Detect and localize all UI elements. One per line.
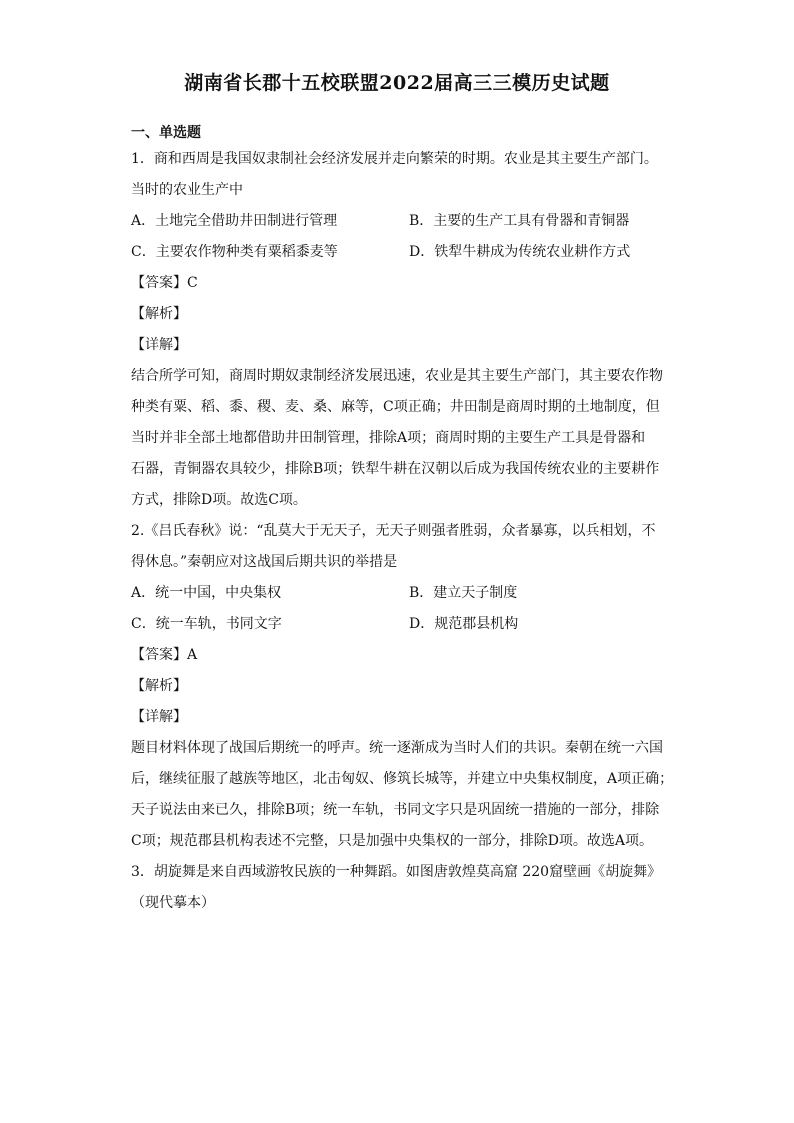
- detail-line: 后，继续征服了越族等地区，北击匈奴、修筑长城等，并建立中央集权制度，A项正确；: [131, 771, 674, 787]
- options-row: [131, 609, 671, 640]
- detail-line: 石器，青铜器农具较少，排除B项；铁犁牛耕在汉朝以后成为我国传统农业的主要耕作: [131, 461, 660, 477]
- analysis-label: 【解析】: [131, 306, 187, 322]
- detail-label: 【详解】: [131, 337, 187, 353]
- question-1: [131, 144, 671, 516]
- question-stem-line: 1．商和西周是我国奴隶制社会经济发展并走向繁荣的时期。农业是其主要生产部门。: [131, 151, 658, 167]
- question-2: [131, 516, 674, 857]
- section-heading: 一、单选题: [131, 125, 201, 141]
- detail-label: 【详解】: [131, 709, 187, 725]
- option-a: A．统一中国，中央集权: [131, 585, 282, 601]
- detail-line: C项；规范郡县机构表述不完整，只是加强中央集权的一部分，排除D项。故选A项。: [131, 833, 654, 849]
- analysis-label: 【解析】: [131, 678, 187, 694]
- options-row: [131, 578, 671, 609]
- detail-line: 种类有粟、稻、黍、稷、麦、桑、麻等，C项正确；井田制是商周时期的土地制度，但: [131, 399, 660, 415]
- option-b: B．主要的生产工具有骨器和青铜器: [409, 213, 630, 229]
- question-3: [131, 857, 671, 919]
- detail-line: 方式，排除D项。故选C项。: [131, 492, 307, 508]
- question-stem-line: 3．胡旋舞是来自西域游牧民族的一种舞蹈。如图唐敦煌莫高窟 220窟壁画《胡旋舞》: [131, 864, 662, 880]
- options-row: [131, 206, 671, 237]
- detail-line: 当时并非全部土地都借助井田制管理，排除A项；商周时期的主要生产工具是骨器和: [131, 430, 646, 446]
- question-stem-line: 2.《吕氏春秋》说：“乱莫大于无天子，无天子则强者胜弱，众者暴寡，以兵相划，不: [131, 523, 656, 539]
- options-row: [131, 237, 671, 268]
- option-d: D．铁犁牛耕成为传统农业耕作方式: [409, 244, 631, 260]
- question-stem-line: （现代摹本）: [131, 895, 215, 911]
- detail-line: 天子说法由来已久，排除B项；统一车轨，书同文字只是巩固统一措施的一部分，排除: [131, 802, 660, 818]
- option-d: D．规范郡县机构: [409, 616, 519, 632]
- option-a: A．土地完全借助井田制进行管理: [131, 213, 338, 229]
- page-title: 湖南省长郡十五校联盟2022届高三三模历史试题: [184, 72, 610, 94]
- option-c: C．统一车轨，书同文字: [131, 616, 282, 632]
- option-c: C．主要农作物种类有粟稻黍麦等: [131, 244, 338, 260]
- option-b: B．建立天子制度: [409, 585, 518, 601]
- detail-line: 结合所学可知，商周时期奴隶制经济发展迅速，农业是其主要生产部门，其主要农作物: [131, 368, 663, 384]
- answer-label: 【答案】A: [131, 647, 198, 663]
- question-stem-line: 当时的农业生产中: [131, 182, 243, 198]
- question-stem-line: 得休息。”秦朝应对这战国后期共识的举措是: [131, 554, 398, 570]
- detail-line: 题目材料体现了战国后期统一的呼声。统一逐渐成为当时人们的共识。秦朝在统一六国: [131, 740, 663, 756]
- answer-label: 【答案】C: [131, 275, 198, 291]
- document-body: [131, 122, 674, 919]
